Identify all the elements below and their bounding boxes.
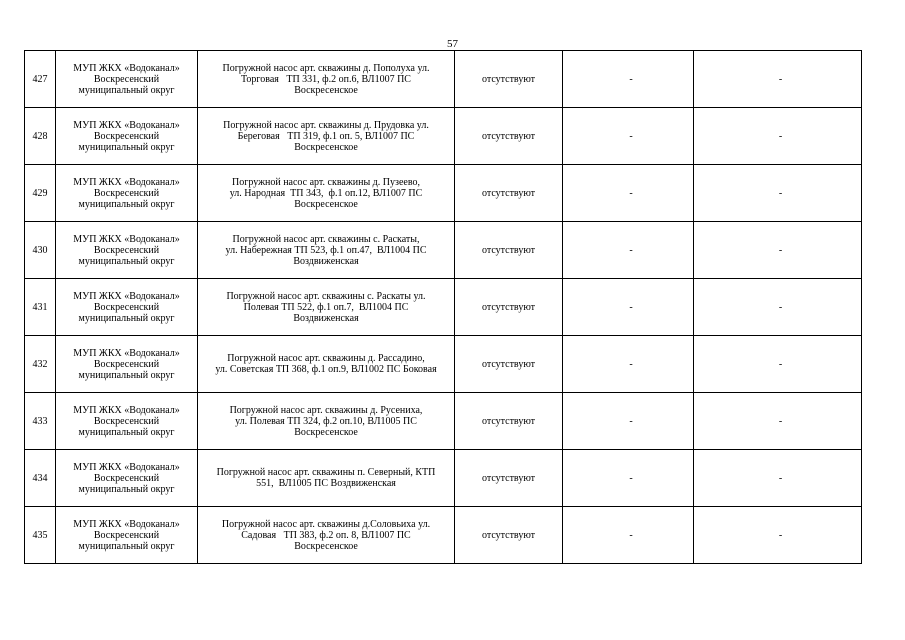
status-cell: отсутствуют	[455, 165, 563, 222]
organization-line: Воскресенский	[93, 73, 160, 85]
object-cell	[198, 507, 455, 564]
organization-cell	[56, 507, 198, 564]
table-row	[25, 222, 862, 279]
dash-value: -	[778, 472, 783, 484]
table-row	[25, 450, 862, 507]
object-cell	[198, 165, 455, 222]
dash-value: -	[629, 187, 633, 199]
table-row	[25, 108, 862, 165]
col5-cell	[563, 51, 694, 108]
object-line: Погружной насос арт. скважины д. Пузеево,	[232, 176, 420, 188]
row-number: 429	[25, 165, 56, 222]
organization-cell	[56, 51, 198, 108]
organization-line: МУП ЖКХ «Водоканал»	[73, 233, 180, 245]
object-line: Воскресенское	[294, 84, 358, 96]
object-line: Воскресенское	[294, 540, 358, 552]
organization-line: муниципальный округ	[78, 141, 175, 153]
col6-cell	[694, 222, 862, 279]
table-row	[25, 336, 862, 393]
object-line: Погружной насос арт. скважины д. Прудовка ул.	[223, 119, 429, 131]
dash-value: -	[778, 244, 783, 256]
object-cell	[198, 222, 455, 279]
dash-value: -	[629, 130, 633, 142]
row-number: 427	[25, 51, 56, 108]
object-cell	[198, 279, 455, 336]
row-number: 435	[25, 507, 56, 564]
organization-line: Воскресенский	[93, 415, 160, 427]
organization-line: муниципальный округ	[78, 426, 175, 438]
row-number: 432	[25, 336, 56, 393]
object-line: Погружной насос арт. скважины д. Пополуха ул.	[222, 62, 430, 74]
object-line: ул. Полевая ТП 324, ф.2 оп.10, ВЛ1005 ПС	[235, 415, 417, 427]
organization-line: Воскресенский	[93, 244, 160, 256]
status-cell: отсутствуют	[455, 393, 563, 450]
status-cell: отсутствуют	[455, 279, 563, 336]
organization-line: муниципальный округ	[78, 312, 175, 324]
dash-value: -	[629, 358, 633, 370]
organization-line: муниципальный округ	[78, 255, 175, 267]
organization-line: МУП ЖКХ «Водоканал»	[73, 461, 180, 473]
row-number: 430	[25, 222, 56, 279]
organization-line: муниципальный округ	[78, 198, 175, 210]
object-line: ул. Набережная ТП 523, ф.1 оп.47, ВЛ1004 ПС	[225, 244, 427, 256]
dash-value: -	[778, 187, 783, 199]
row-number: 434	[25, 450, 56, 507]
object-line: Садовая ТП 383, ф.2 оп. 8, ВЛ1007 ПС	[241, 529, 411, 541]
organization-line: Воскресенский	[93, 529, 160, 541]
organization-cell	[56, 222, 198, 279]
object-line: Погружной насос арт. скважины д.Соловьиха ул.	[221, 518, 431, 530]
status-cell: отсутствуют	[455, 336, 563, 393]
object-line: 551, ВЛ1005 ПС Воздвиженская	[256, 478, 396, 489]
organization-line: МУП ЖКХ «Водоканал»	[73, 176, 180, 188]
dash-value: -	[778, 301, 783, 313]
organization-cell	[56, 279, 198, 336]
organization-line: Воскресенский	[93, 187, 160, 199]
col6-cell	[694, 336, 862, 393]
dash-value: -	[629, 301, 633, 313]
object-cell	[198, 393, 455, 450]
status-cell: отсутствуют	[455, 222, 563, 279]
status-cell: отсутствуют	[455, 51, 563, 108]
row-number: 433	[25, 393, 56, 450]
table-row	[25, 51, 862, 108]
table-row	[25, 393, 862, 450]
col5-cell	[563, 222, 694, 279]
organization-line: МУП ЖКХ «Водоканал»	[73, 62, 180, 74]
col6-cell	[694, 393, 862, 450]
organization-line: Воскресенский	[93, 301, 160, 313]
dash-value: -	[629, 73, 633, 85]
object-line: ул. Народная ТП 343, ф.1 оп.12, ВЛ1007 ПС	[229, 187, 423, 199]
dash-value: -	[629, 529, 633, 541]
organization-line: МУП ЖКХ «Водоканал»	[73, 404, 180, 416]
row-number: 428	[25, 108, 56, 165]
col6-cell	[694, 450, 862, 507]
object-cell	[198, 336, 455, 393]
table-body	[25, 51, 862, 564]
object-cell	[198, 108, 455, 165]
col5-cell	[563, 108, 694, 165]
object-cell	[198, 450, 455, 507]
organization-cell	[56, 165, 198, 222]
col6-cell	[694, 108, 862, 165]
organization-line: МУП ЖКХ «Водоканал»	[73, 347, 180, 359]
col5-cell	[563, 165, 694, 222]
organization-line: муниципальный округ	[78, 483, 175, 495]
col6-cell	[694, 279, 862, 336]
organization-cell	[56, 108, 198, 165]
organization-line: Воскресенский	[93, 358, 160, 370]
dash-value: -	[778, 130, 783, 142]
table-row	[25, 165, 862, 222]
col6-cell	[694, 507, 862, 564]
object-line: Воздвиженская	[293, 255, 359, 267]
object-line: Береговая ТП 319, ф.1 оп. 5, ВЛ1007 ПС	[237, 130, 415, 142]
col5-cell	[563, 507, 694, 564]
data-table	[24, 50, 862, 564]
object-line: Погружной насос арт. скважины п. Северный, КТП	[216, 467, 436, 478]
status-cell: отсутствуют	[455, 507, 563, 564]
dash-value: -	[629, 472, 633, 484]
table-row	[25, 279, 862, 336]
object-line: Воскресенское	[294, 426, 358, 438]
table-row	[25, 507, 862, 564]
row-number: 431	[25, 279, 56, 336]
organization-line: муниципальный округ	[78, 540, 175, 552]
page-number: 57	[447, 38, 458, 50]
organization-line: муниципальный округ	[78, 369, 175, 381]
col5-cell	[563, 279, 694, 336]
organization-line: МУП ЖКХ «Водоканал»	[73, 290, 180, 302]
dash-value: -	[778, 358, 783, 370]
status-cell: отсутствуют	[455, 450, 563, 507]
object-line: Торговая ТП 331, ф.2 оп.6, ВЛ1007 ПС	[241, 73, 411, 85]
status-cell: отсутствуют	[455, 108, 563, 165]
col6-cell	[694, 165, 862, 222]
organization-line: Воскресенский	[93, 472, 160, 484]
object-line: Погружной насос арт. скважины д. Русениха,	[229, 404, 423, 416]
object-line: Воздвиженская	[293, 312, 359, 324]
object-cell	[198, 51, 455, 108]
organization-line: МУП ЖКХ «Водоканал»	[73, 119, 180, 131]
col5-cell	[563, 450, 694, 507]
dash-value: -	[778, 529, 783, 541]
col5-cell	[563, 336, 694, 393]
object-line: Полевая ТП 522, ф.1 оп.7, ВЛ1004 ПС	[243, 301, 409, 313]
object-line: Воскресенское	[294, 198, 358, 210]
organization-line: МУП ЖКХ «Водоканал»	[73, 518, 180, 530]
object-line: Погружной насос арт. скважины с. Раскаты ул.	[226, 290, 426, 302]
dash-value: -	[629, 244, 633, 256]
dash-value: -	[778, 415, 783, 427]
organization-cell	[56, 450, 198, 507]
object-line: Воскресенское	[294, 141, 358, 153]
col5-cell	[563, 393, 694, 450]
object-line: Погружной насос арт. скважины д. Рассадино,	[227, 353, 425, 364]
object-line: Погружной насос арт. скважины с. Раскаты,	[232, 233, 420, 245]
dash-value: -	[629, 415, 633, 427]
col6-cell	[694, 51, 862, 108]
dash-value: -	[778, 73, 783, 85]
organization-line: муниципальный округ	[78, 84, 175, 96]
organization-cell	[56, 336, 198, 393]
organization-cell	[56, 393, 198, 450]
organization-line: Воскресенский	[93, 130, 160, 142]
object-line: ул. Советская ТП 368, ф.1 оп.9, ВЛ1002 ПС Боковая	[215, 364, 437, 375]
